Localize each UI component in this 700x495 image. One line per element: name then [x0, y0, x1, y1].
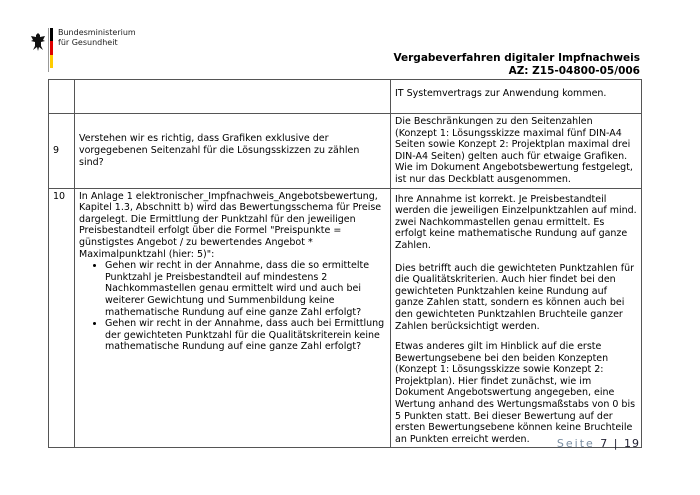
ministry-name-line2: für Gesundheit [58, 38, 118, 47]
ministry-name-line1: Bundesministerium [58, 28, 136, 37]
document-title: Vergabeverfahren digitaler Impfnachweis [393, 52, 640, 64]
flag-bar [50, 28, 53, 68]
table-row [49, 114, 642, 189]
answer-cell [391, 80, 642, 114]
row-number: 9 [49, 114, 75, 189]
row-number: 10 [49, 188, 75, 448]
list-item: • Gehen wir recht in der Annahme, dass die so ermittelte Punktzahl je Preisbestandteil auf mindestens 2 Nachkommastellen genau ermittelt wird und auch bei weiterer Gewichtung und Summenbildung keine mathematische Rundung auf eine ganze Zahl erfolgt? [105, 260, 386, 318]
ministry-name [58, 28, 136, 48]
answer-paragraph: Dies betrifft auch die gewichteten Punktzahlen für die Qualitätskriterien. Auch hier findet bei den gewichteten Punktzahlen keine Rundung auf ganze Zahlen statt, sondern es können auch bei den gewichteten Punktzahlen Bruchteile ganzer Zahlen berücksichtigt werden. [395, 262, 635, 332]
answer-cell [391, 188, 642, 448]
qa-table [48, 79, 642, 448]
table-row [49, 188, 642, 448]
page-footer [557, 437, 640, 450]
answer-text: IT Systemvertrags zur Anwendung kommen. [395, 88, 607, 99]
answer-paragraph: Ihre Annahme ist korrekt. Je Preisbestandteil werden die jeweiligen Einzelpunktzahlen auf mind. zwei Nachkommastellen genau ermittelt. Es erfolgt keine mathematische Rundung auf ganze Zahlen. [395, 193, 637, 251]
answer-cell: Die Beschränkungen zu den Seitenzahlen (Konzept 1: Lösungsskizze maximal fünf DIN-A4 Seiten sowie Konzept 2: Projektplan maximal drei DIN-A4 Seiten) gelten auch für etwaige Grafiken. Wie im Dokument Angebotsbewertung festgelegt, ist nur das Deckblatt ausgenommen. [391, 114, 642, 189]
ministry-logo [30, 28, 136, 72]
question-bullets [79, 260, 386, 353]
page-label: Seite [556, 437, 595, 450]
question-cell [75, 80, 391, 114]
document-az: AZ: Z15-04800-05/006 [508, 65, 640, 77]
document-header [393, 52, 640, 78]
question-cell: Verstehen wir es richtig, dass Grafiken exklusive der vorgegebenen Seitenzahl für die Lösungsskizzen zu zählen sind? [75, 114, 391, 189]
answer-paragraph: Etwas anderes gilt im Hinblick auf die erste Bewertungsebene bei den beiden Konzepten (Konzept 1: Lösungsskizze sowie Konzept 2: Projektplan). Hier findet zunächst, wie im Dokument Angebotswertung angegeben, eine Wertung anhand des Wertungsmaßstabs von 0 bis 5 Punkten statt. Bei dieser Bewertung auf der ersten Bewertungsebene können keine Bruchteile an Punkten erreicht werden. [395, 341, 636, 445]
logo-divider [48, 28, 49, 72]
row-number [49, 80, 75, 114]
question-intro: In Anlage 1 elektronischer_Impfnachweis_Angebotsbewertung, Kapitel 1.3, Abschnitt b) wird das Bewertungsschema für Preise dargelegt. Die Ermittlung der Punktzahl für den jeweiligen Preisbestandteil erfolgt über die Formel "Preispunkte = günstigstes Angebot / zu bewertendes Angebot * Maximalpunktzahl (hier: 5)": [79, 190, 382, 260]
page-total: 19 [624, 437, 640, 450]
page-separator: | [613, 437, 619, 450]
federal-eagle-icon [30, 32, 46, 52]
list-item: • Gehen wir recht in der Annahme, dass auch bei Ermittlung der gewichteten Punktzahl für die Qualitätskriterein keine mathematische Rundung auf eine ganze Zahl erfolgt? [105, 318, 386, 353]
table-row [49, 80, 642, 114]
page-number: 7 [600, 437, 609, 450]
question-cell [75, 188, 391, 448]
